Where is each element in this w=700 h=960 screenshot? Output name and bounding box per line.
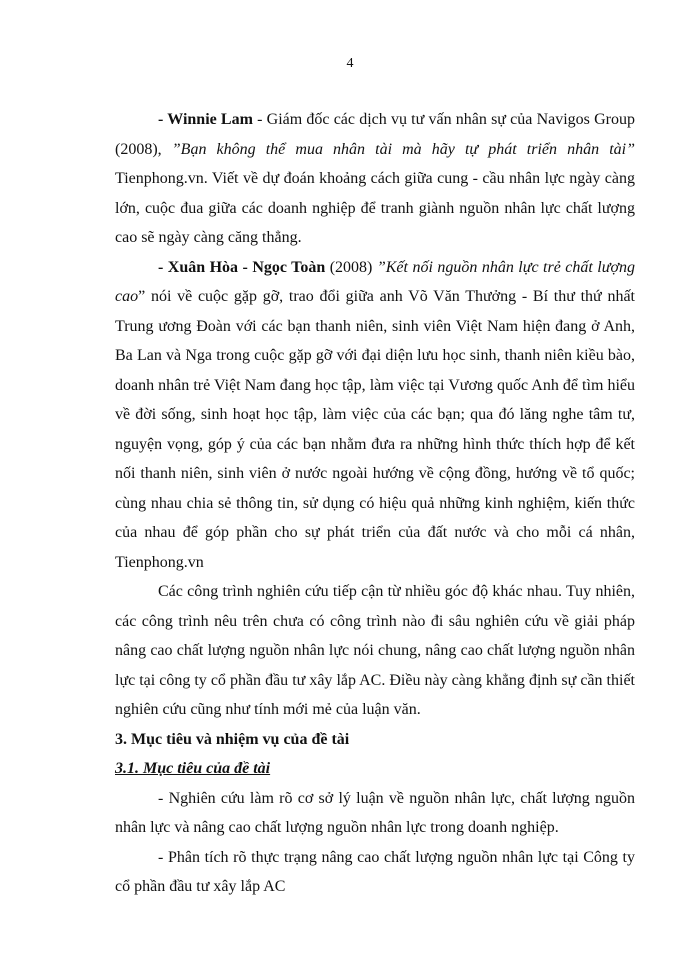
paragraph-winnie-lam: [115, 105, 635, 253]
paragraph-xuan-hoa: [115, 253, 635, 578]
paragraph-text: Tienphong.vn. Viết về dự đoán khoảng cách giữa cung - cầu nhân lực ngày càng lớn, cuộc đua giữa các doanh nghiệp để tranh giành nguồn nhân lực chất lượng cao sẽ ngày càng căng thẳng.: [115, 170, 635, 246]
article-title: ”Bạn không thể mua nhân tài mà hãy tự phát triển nhân tài”: [171, 140, 636, 158]
subsection-heading: 3.1. Mục tiêu của đề tài: [115, 760, 271, 777]
article-title: ”Kết nối nguồn nhân lực trẻ chất lượng cao: [115, 258, 636, 305]
author-name: - Winnie Lam: [158, 111, 253, 128]
document-body: [115, 105, 635, 902]
paragraph-text: ” nói về cuộc gặp gỡ, trao đổi giữa anh Võ Văn Thưởng - Bí thư thứ nhất Trung ương Đoàn với các bạn thanh niên, sinh viên Việt Nam hiện đang ở Anh, Ba Lan và Nga trong cuộc gặp gỡ với đại diện lưu học sinh, thanh niên kiều bào, doanh nhân trẻ Việt Nam đang học tập, làm việc tại Vương quốc Anh để tìm hiểu về đời sống, sinh hoạt học tập, làm việc của các bạn; qua đó lăng nghe tâm tư, nguyện vọng, góp ý của các bạn nhằm đưa ra những hình thức thích hợp để kết nối thanh niên, sinh viên ở nước ngoài hướng về cộng đồng, hướng về tổ quốc; cùng nhau chia sẻ thông tin, sử dụng có hiệu quả những kinh nghiệm, kiến thức của nhau để góp phần cho sự phát triển của đất nước và cho mỗi cá nhân, Tienphong.vn: [115, 288, 635, 571]
paragraph-text: (2008): [325, 258, 377, 276]
page-number: 4: [346, 56, 354, 71]
paragraph-text: - Giám đốc các dịch vụ tư vấn nhân sự của Navigos Group (2008),: [115, 111, 635, 158]
author-name: - Xuân Hòa - Ngọc Toàn: [158, 258, 326, 276]
paragraph-objective-1: - Nghiên cứu làm rõ cơ sở lý luận về nguồn nhân lực, chất lượng nguồn nhân lực và nâng cao chất lượng nguồn nhân lực trong doanh nghiệp.: [115, 789, 635, 836]
section-heading: 3. Mục tiêu và nhiệm vụ của đề tài: [115, 730, 350, 748]
paragraph-summary: Các công trình nghiên cứu tiếp cận từ nhiều góc độ khác nhau. Tuy nhiên, các công trình nêu trên chưa có công trình nào đi sâu nghiên cứu về giải pháp nâng cao chất lượng nguồn nhân lực nói chung, nâng cao chất lượng nguồn nhân lực tại công ty cổ phần đầu tư xây lắp AC. Điều này càng khẳng định sự cần thiết nghiên cứu cũng như tính mới mẻ của luận văn.: [115, 583, 635, 718]
paragraph-objective-2: - Phân tích rõ thực trạng nâng cao chất lượng nguồn nhân lực tại Công ty cổ phần đầu tư xây lắp AC: [115, 848, 635, 895]
